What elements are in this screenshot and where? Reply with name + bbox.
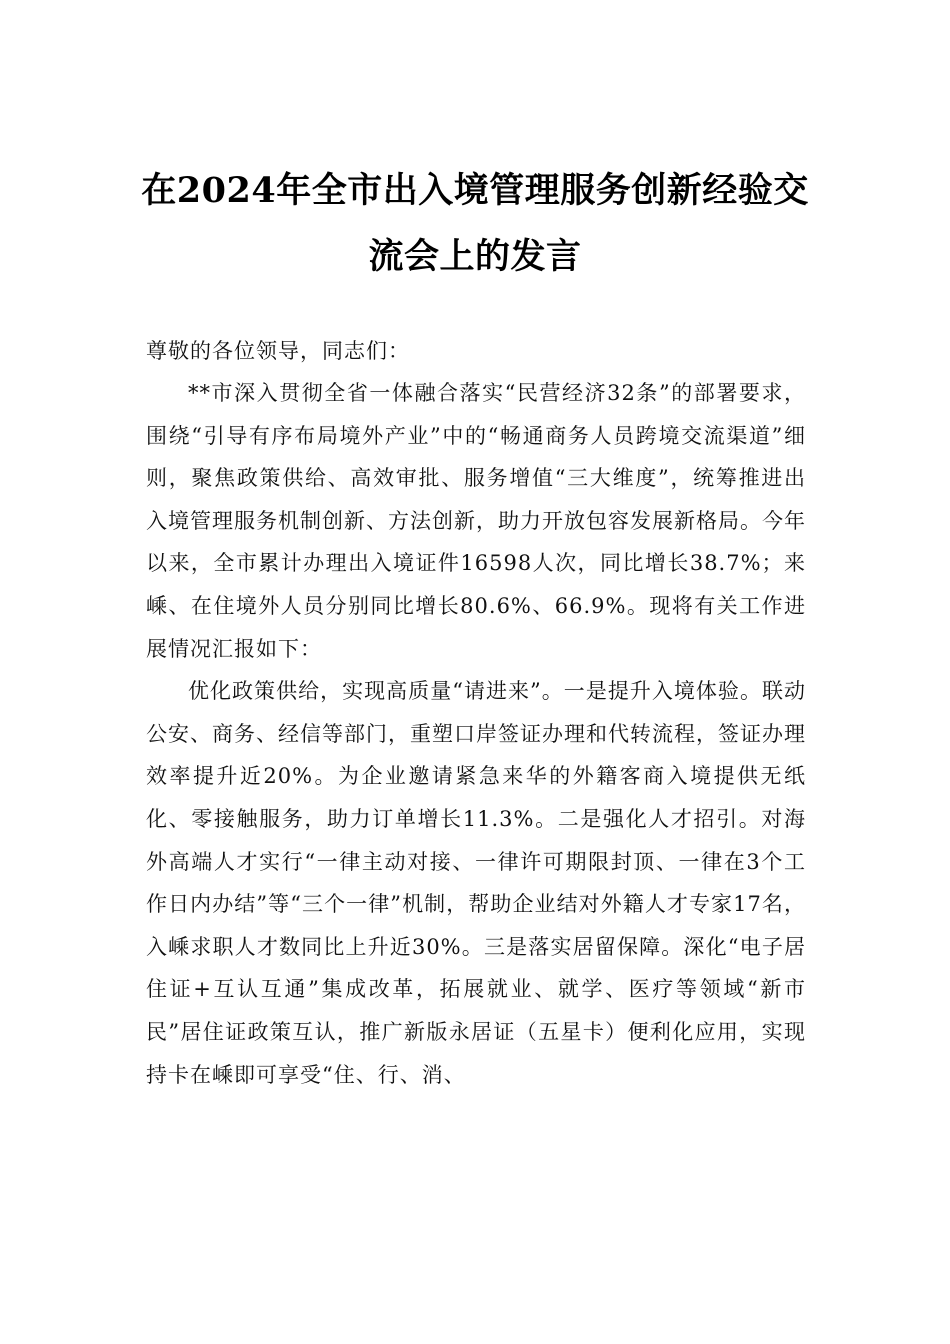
document-title: 在2024年全市出入境管理服务创新经验交流会上的发言 bbox=[141, 170, 809, 277]
salutation: 尊敬的各位领导，同志们： bbox=[146, 339, 410, 363]
paragraph-intro: **市深入贯彻全省一体融合落实“民营经济32条”的部署要求，围绕“引导有序布局境外产业”中的“畅通商务人员跨境交流渠道”细则，聚焦政策供给、高效审批、服务增值“三大维度”，统筹推进出入境管理服务机制创新、方法创新，助力开放包容发展新格局。今年以来，全市累计办理出入境证件16598人次，同比增长38.7%；来嵊、在住境外人员分别同比增长80.6%、66.9%。现将有关工作进展情况汇报如下： bbox=[146, 381, 806, 661]
paragraph-policy-supply: 优化政策供给，实现高质量“请进来”。一是提升入境体验。联动公安、商务、经信等部门，重塑口岸签证办理和代转流程，签证办理效率提升近20%。为企业邀请紧急来华的外籍客商入境提供无纸化、零接触服务，助力订单增长11.3%。二是强化人才招引。对海外高端人才实行“一律主动对接、一律许可期限封顶、一律在3个工作日内办结”等“三个一律”机制，帮助企业结对外籍人才专家17名，入嵊求职人才数同比上升近30%。三是落实居留保障。深化“电子居住证+互认互通”集成改革，拓展就业、就学、医疗等领域“新市民”居住证政策互认，推广新版永居证（五星卡）便利化应用，实现持卡在嵊即可享受“住、行、消、 bbox=[146, 679, 806, 1087]
document-body bbox=[146, 330, 806, 1096]
